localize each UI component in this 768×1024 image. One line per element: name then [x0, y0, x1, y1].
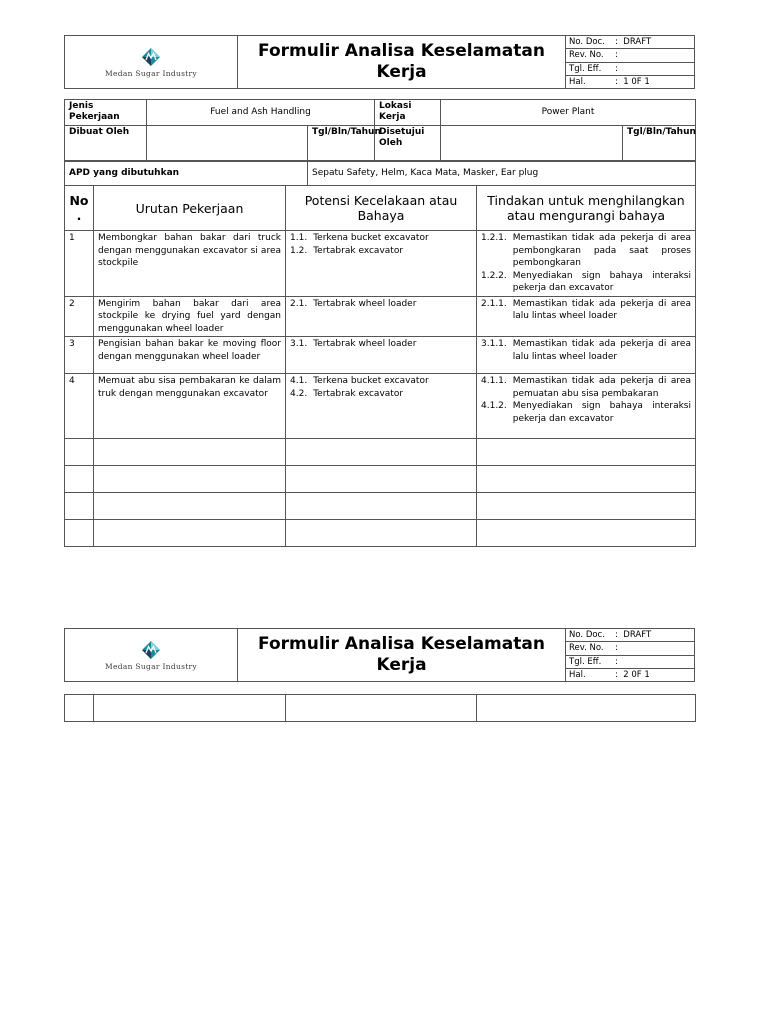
table-row — [65, 296, 696, 337]
form-header-page-2 — [64, 628, 695, 682]
potensi-item — [290, 298, 472, 311]
meta-label: Tgl. Eff. — [569, 656, 602, 667]
tgl-label: Tgl/Bln/Tahun — [308, 126, 375, 161]
item-number: 1.2.1. — [481, 233, 507, 243]
diamond-logo-icon — [141, 640, 161, 660]
potensi-item — [290, 388, 472, 401]
lokasi-label: Lokasi Kerja — [375, 100, 441, 126]
empty-row — [65, 695, 696, 722]
item-number: 1.2.2. — [481, 270, 507, 281]
col-potensi: Potensi Kecelakaan atau Bahaya — [286, 186, 477, 231]
potensi-item — [290, 375, 472, 388]
row-number: 1 — [65, 231, 94, 297]
item-number: 3.1.1. — [481, 339, 507, 349]
form-title: Formulir Analisa Keselamatan Kerja — [238, 629, 566, 681]
urutan-cell: Mengirim bahan bakar dari area stockpile ke drying fuel yard dengan menggunakan wheel loader — [94, 296, 286, 337]
company-logo — [65, 36, 238, 88]
empty-row — [65, 493, 696, 520]
meta-label: Rev. No. — [569, 643, 604, 654]
row-number: 2 — [65, 296, 94, 337]
apd-table — [64, 161, 696, 186]
doc-meta: No. Doc. : DRAFT Rev. No. : Tgl. Eff. : Hal. : 1 0F 1 — [566, 36, 694, 88]
meta-value: 2 0F 1 — [623, 669, 650, 680]
jenis-label: Jenis Pekerjaan — [65, 100, 147, 126]
disetujui-label: Disetujui Oleh — [375, 126, 441, 161]
item-number: 1.1. — [290, 233, 308, 243]
tindakan-item — [481, 270, 691, 295]
item-text: Menyediakan sign bahaya interaksi pekerja dan excavator — [512, 401, 691, 424]
meta-label: Rev. No. — [569, 50, 604, 61]
row-number: 4 — [65, 374, 94, 439]
item-number: 3.1. — [290, 339, 308, 349]
item-number: 4.1.1. — [481, 376, 507, 386]
potensi-cell — [286, 296, 477, 337]
empty-row — [65, 520, 696, 547]
meta-label: Hal. — [569, 669, 586, 680]
potensi-item — [290, 338, 472, 351]
item-text: Tertabrak wheel loader — [313, 298, 417, 309]
form-title: Formulir Analisa Keselamatan Kerja — [238, 36, 566, 88]
meta-label: No. Doc. — [569, 630, 605, 641]
item-text: Memastikan tidak ada pekerja di area pemuatan abu sisa pembakaran — [512, 376, 691, 399]
item-number: 4.1.2. — [481, 401, 507, 411]
company-name: Medan Sugar Industry — [105, 68, 197, 78]
item-text: Tertabrak excavator — [313, 245, 404, 256]
empty-row — [65, 466, 696, 493]
potensi-cell — [286, 231, 477, 297]
potensi-cell — [286, 337, 477, 374]
dibuat-label: Dibuat Oleh — [65, 126, 147, 161]
hazard-analysis-table — [64, 185, 696, 547]
dibuat-value — [147, 126, 308, 161]
company-name: Medan Sugar Industry — [105, 661, 197, 671]
diamond-logo-icon — [141, 47, 161, 67]
data-rows — [65, 231, 696, 439]
hazard-analysis-table-page-2 — [64, 694, 696, 722]
meta-label: Tgl. Eff. — [569, 63, 602, 74]
apd-label: APD yang dibutuhkan — [65, 162, 308, 186]
col-urutan: Urutan Pekerjaan — [94, 186, 286, 231]
item-text: Memastikan tidak ada pekerja di area lalu lintas wheel loader — [512, 298, 691, 321]
item-text: Menyediakan sign bahaya interaksi pekerja dan excavator — [512, 270, 691, 293]
job-info-table — [64, 99, 696, 161]
jenis-value: Fuel and Ash Handling — [147, 100, 375, 126]
item-number: 1.2. — [290, 245, 308, 256]
potensi-item — [290, 245, 472, 258]
tindakan-item — [481, 375, 691, 400]
tindakan-cell — [477, 296, 696, 337]
row-number: 3 — [65, 337, 94, 374]
item-number: 2.1.1. — [481, 298, 507, 309]
empty-row — [65, 439, 696, 466]
item-text: Terkena bucket excavator — [313, 233, 429, 243]
meta-value: DRAFT — [623, 37, 652, 48]
form-header-page-1 — [64, 35, 695, 89]
tgl-label: Tgl/Bln/Tahun — [623, 126, 696, 161]
table-row — [65, 231, 696, 297]
potensi-item — [290, 232, 472, 245]
tindakan-item — [481, 298, 691, 323]
meta-value: 1 0F 1 — [623, 76, 650, 87]
table-row — [65, 337, 696, 374]
urutan-cell: Membongkar bahan bakar dari truck dengan menggunakan excavator si area stockpile — [94, 231, 286, 297]
col-no: No . — [65, 186, 94, 231]
meta-label: Hal. — [569, 76, 586, 87]
potensi-cell — [286, 374, 477, 439]
col-tindakan: Tindakan untuk menghilangkan atau mengurangi bahaya — [477, 186, 696, 231]
item-text: Terkena bucket excavator — [313, 376, 429, 386]
item-text: Memastikan tidak ada pekerja di area lalu lintas wheel loader — [512, 339, 691, 362]
tindakan-item — [481, 232, 691, 270]
apd-value: Sepatu Safety, Helm, Kaca Mata, Masker, Ear plug — [308, 162, 696, 186]
lokasi-value: Power Plant — [441, 100, 696, 126]
item-text: Tertabrak wheel loader — [313, 339, 417, 349]
item-number: 4.1. — [290, 376, 308, 386]
meta-label: No. Doc. — [569, 37, 605, 48]
doc-meta: No. Doc. : DRAFT Rev. No. : Tgl. Eff. : Hal. : 2 0F 1 — [566, 629, 694, 681]
disetujui-value — [441, 126, 623, 161]
item-text: Tertabrak excavator — [313, 388, 404, 399]
company-logo — [65, 629, 238, 681]
table-row — [65, 374, 696, 439]
item-number: 2.1. — [290, 298, 308, 309]
tindakan-cell — [477, 374, 696, 439]
tindakan-item — [481, 400, 691, 425]
item-text: Memastikan tidak ada pekerja di area pembongkaran pada saat proses pembongkaran — [512, 233, 691, 268]
tindakan-cell — [477, 231, 696, 297]
meta-value: DRAFT — [623, 630, 652, 641]
urutan-cell: Memuat abu sisa pembakaran ke dalam truk dengan menggunakan excavator — [94, 374, 286, 439]
urutan-cell: Pengisian bahan bakar ke moving floor dengan menggunakan wheel loader — [94, 337, 286, 374]
item-number: 4.2. — [290, 388, 308, 399]
tindakan-cell — [477, 337, 696, 374]
tindakan-item — [481, 338, 691, 363]
